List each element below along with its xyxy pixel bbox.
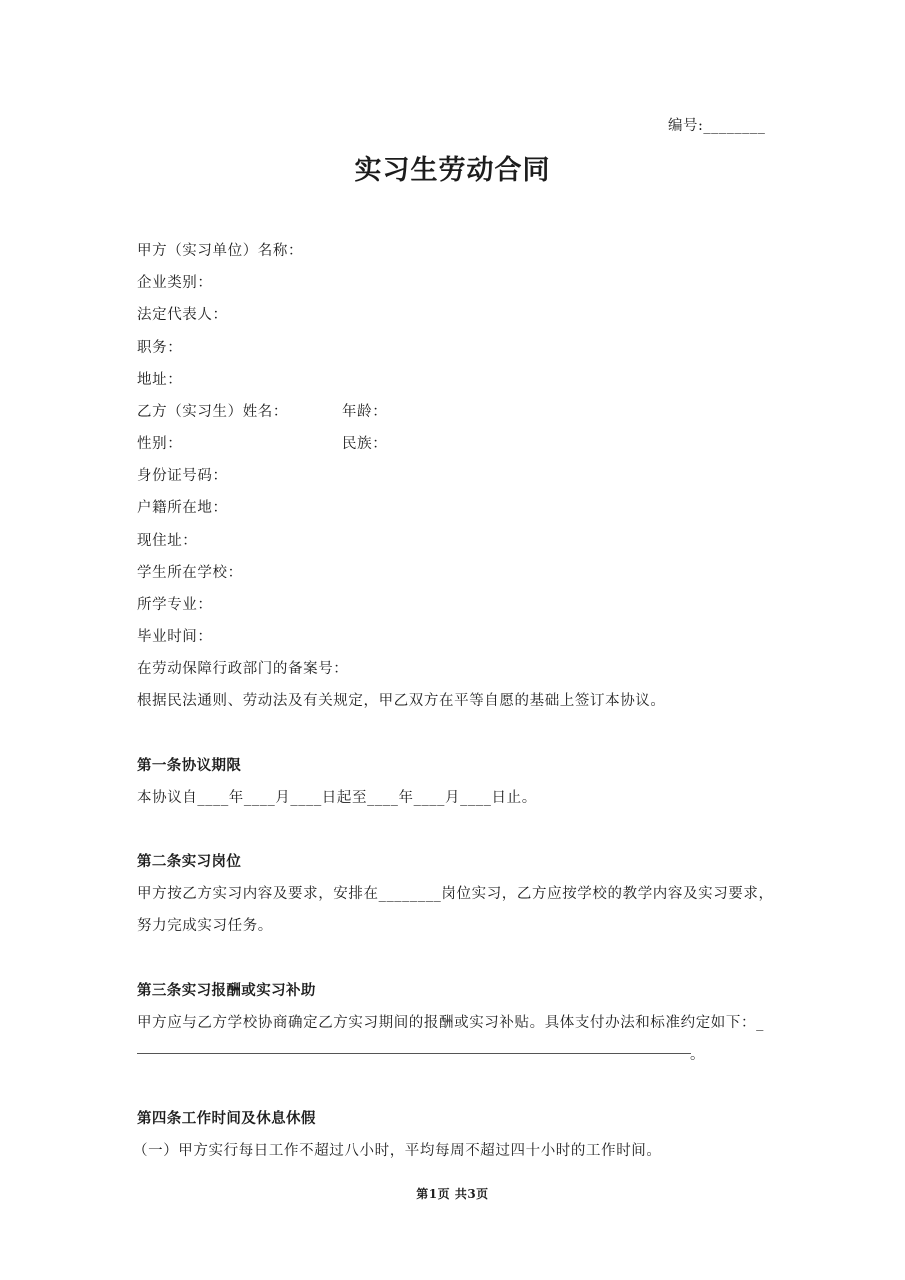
serial-number: 编号:________ [668, 118, 766, 134]
article-2-text-cont: 努力完成实习任务。 [137, 918, 273, 934]
legal-representative: 法定代表人： [137, 307, 228, 323]
article-2-heading: 第二条实习岗位 [137, 853, 242, 870]
article-4-heading: 第四条工作时间及休息休假 [137, 1110, 316, 1127]
party-b-name: 乙方（实习生）姓名： [137, 404, 288, 420]
filing-number: 在劳动保障行政部门的备案号： [137, 661, 349, 677]
ethnicity: 民族： [342, 436, 388, 452]
school: 学生所在学校： [137, 565, 243, 581]
article-3-period: 。 [690, 1047, 705, 1063]
address: 地址： [137, 372, 183, 388]
party-a-name: 甲方（实习单位）名称： [137, 243, 304, 259]
graduation-time: 毕业时间： [137, 629, 213, 645]
article-1-text: 本协议自____年____月____日起至____年____月____日止。 [137, 790, 537, 806]
current-address: 现住址： [137, 533, 198, 549]
article-3-text: 甲方应与乙方学校协商确定乙方实习期间的报酬或实习补贴。具体支付办法和标准约定如下：_ [137, 1015, 764, 1031]
gender: 性别： [137, 436, 183, 452]
article-4-text: （一）甲方实行每日工作不超过八小时，平均每周不超过四十小时的工作时间。 [133, 1143, 662, 1159]
page-footer: 第1页 共3页 [416, 1187, 489, 1201]
article-3-heading: 第三条实习报酬或实习补助 [137, 982, 316, 999]
position: 职务： [137, 340, 183, 356]
age: 年龄： [342, 404, 388, 420]
intro-paragraph: 根据民法通则、劳动法及有关规定，甲乙双方在平等自愿的基础上签订本协议。 [137, 693, 666, 709]
fill-in-blank-line [137, 1053, 691, 1054]
article-2-text: 甲方按乙方实习内容及要求，安排在________岗位实习，乙方应按学校的教学内容及实习要求， [137, 886, 774, 902]
enterprise-type: 企业类别： [137, 275, 213, 291]
id-number: 身份证号码： [137, 468, 228, 484]
household-registration: 户籍所在地： [137, 500, 228, 516]
article-1-heading: 第一条协议期限 [137, 757, 242, 774]
page-title: 实习生劳动合同 [354, 155, 551, 186]
major: 所学专业： [137, 597, 213, 613]
